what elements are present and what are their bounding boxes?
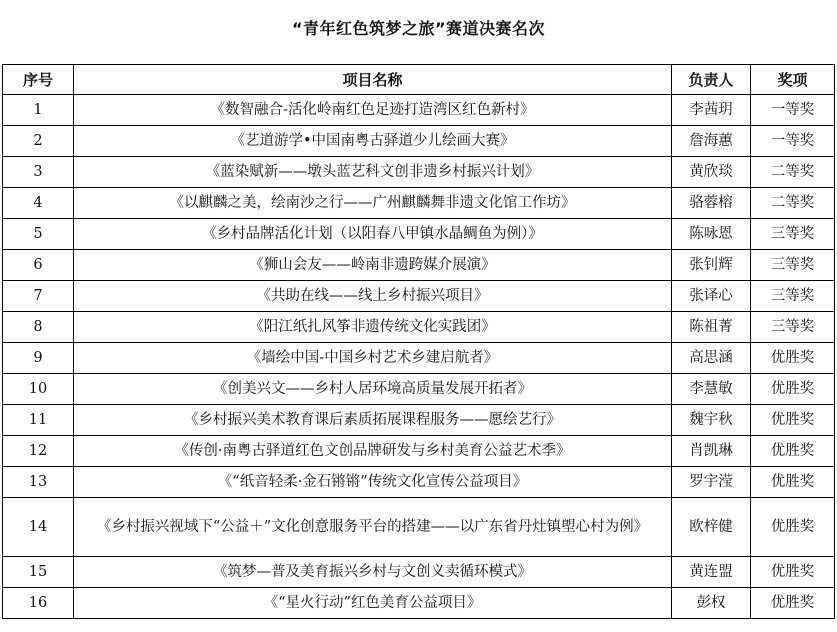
row-project-name: 《以麒麟之美，绘南沙之行——广州麒麟舞非遗文化馆工作坊》 — [74, 188, 672, 219]
row-award: 优胜奖 — [751, 343, 835, 374]
page-title: “青年红色筑梦之旅”赛道决赛名次 — [291, 19, 546, 38]
row-index: 8 — [3, 312, 74, 343]
table-row — [3, 343, 835, 374]
row-project-name: 《共助在线——线上乡村振兴项目》 — [74, 281, 672, 312]
table-row — [3, 126, 835, 157]
row-award: 三等奖 — [751, 250, 835, 281]
row-index: 2 — [3, 126, 74, 157]
row-owner: 陈祖菁 — [672, 312, 751, 343]
table-row — [3, 405, 835, 436]
row-award: 优胜奖 — [751, 436, 835, 467]
row-index: 3 — [3, 157, 74, 188]
row-owner: 肖凯琳 — [672, 436, 751, 467]
row-award: 二等奖 — [751, 188, 835, 219]
row-index: 10 — [3, 374, 74, 405]
table-row — [3, 312, 835, 343]
row-owner: 张译心 — [672, 281, 751, 312]
row-award: 优胜奖 — [751, 498, 835, 557]
row-index: 12 — [3, 436, 74, 467]
row-index: 15 — [3, 557, 74, 588]
row-index: 16 — [3, 588, 74, 619]
row-owner: 黄欣琰 — [672, 157, 751, 188]
row-award: 一等奖 — [751, 95, 835, 126]
row-index: 11 — [3, 405, 74, 436]
row-owner: 魏宇秋 — [672, 405, 751, 436]
header-award: 奖项 — [751, 65, 835, 95]
table-row — [3, 498, 835, 557]
row-project-name: 《筑梦—普及美育振兴乡村与文创义卖循环模式》 — [74, 557, 672, 588]
table-row — [3, 557, 835, 588]
header-index: 序号 — [3, 65, 74, 95]
row-award: 三等奖 — [751, 219, 835, 250]
row-award: 优胜奖 — [751, 588, 835, 619]
table-row — [3, 188, 835, 219]
row-index: 7 — [3, 281, 74, 312]
row-award: 优胜奖 — [751, 374, 835, 405]
row-index: 9 — [3, 343, 74, 374]
row-index: 1 — [3, 95, 74, 126]
row-project-name: 《乡村振兴美术教育课后素质拓展课程服务——愿绘艺行》 — [74, 405, 672, 436]
row-project-name: 《传创·南粤古驿道红色文创品牌研发与乡村美育公益艺术季》 — [74, 436, 672, 467]
row-award: 二等奖 — [751, 157, 835, 188]
row-owner: 李茜玥 — [672, 95, 751, 126]
row-project-name: 《狮山会友——岭南非遗跨媒介展演》 — [74, 250, 672, 281]
row-project-name: 《阳江纸扎风筝非遗传统文化实践团》 — [74, 312, 672, 343]
row-project-name: 《墙绘中国-中国乡村艺术乡建启航者》 — [74, 343, 672, 374]
table-row — [3, 250, 835, 281]
row-award: 一等奖 — [751, 126, 835, 157]
table-header-row — [3, 65, 835, 95]
row-project-name: 《“星火行动”红色美育公益项目》 — [74, 588, 672, 619]
table-row — [3, 588, 835, 619]
row-project-name: 《蓝染赋新——墩头蓝艺科文创非遗乡村振兴计划》 — [74, 157, 672, 188]
table-row — [3, 219, 835, 250]
row-owner: 张钊辉 — [672, 250, 751, 281]
row-owner: 李慧敏 — [672, 374, 751, 405]
row-index: 5 — [3, 219, 74, 250]
row-project-name: 《乡村振兴视域下“公益＋”文化创意服务平台的搭建——以广东省丹灶镇塱心村为例》 — [74, 498, 672, 557]
ranking-table — [2, 64, 835, 619]
row-owner: 骆蓉榕 — [672, 188, 751, 219]
row-project-name: 《艺道游学•中国南粤古驿道少儿绘画大赛》 — [74, 126, 672, 157]
row-owner: 高思涵 — [672, 343, 751, 374]
row-owner: 彭权 — [672, 588, 751, 619]
row-owner: 黄连盟 — [672, 557, 751, 588]
table-row — [3, 95, 835, 126]
header-owner: 负责人 — [672, 65, 751, 95]
row-owner: 罗宇滢 — [672, 467, 751, 498]
row-project-name: 《“纸音轻柔·金石锵锵”传统文化宣传公益项目》 — [74, 467, 672, 498]
row-owner: 詹海蕙 — [672, 126, 751, 157]
row-project-name: 《数智融合-活化岭南红色足迹打造湾区红色新村》 — [74, 95, 672, 126]
table-row — [3, 467, 835, 498]
table-row — [3, 436, 835, 467]
row-award: 优胜奖 — [751, 557, 835, 588]
row-award: 三等奖 — [751, 312, 835, 343]
row-award: 优胜奖 — [751, 405, 835, 436]
row-award: 三等奖 — [751, 281, 835, 312]
row-owner: 陈咏恩 — [672, 219, 751, 250]
row-project-name: 《创美兴文——乡村人居环境高质量发展开拓者》 — [74, 374, 672, 405]
table-row — [3, 374, 835, 405]
header-project-name: 项目名称 — [74, 65, 672, 95]
table-row — [3, 281, 835, 312]
row-project-name: 《乡村品牌活化计划（以阳春八甲镇水晶鲷鱼为例）》 — [74, 219, 672, 250]
row-index: 4 — [3, 188, 74, 219]
table-row — [3, 157, 835, 188]
row-index: 14 — [3, 498, 74, 557]
row-award: 优胜奖 — [751, 467, 835, 498]
row-owner: 欧梓健 — [672, 498, 751, 557]
row-index: 13 — [3, 467, 74, 498]
row-index: 6 — [3, 250, 74, 281]
